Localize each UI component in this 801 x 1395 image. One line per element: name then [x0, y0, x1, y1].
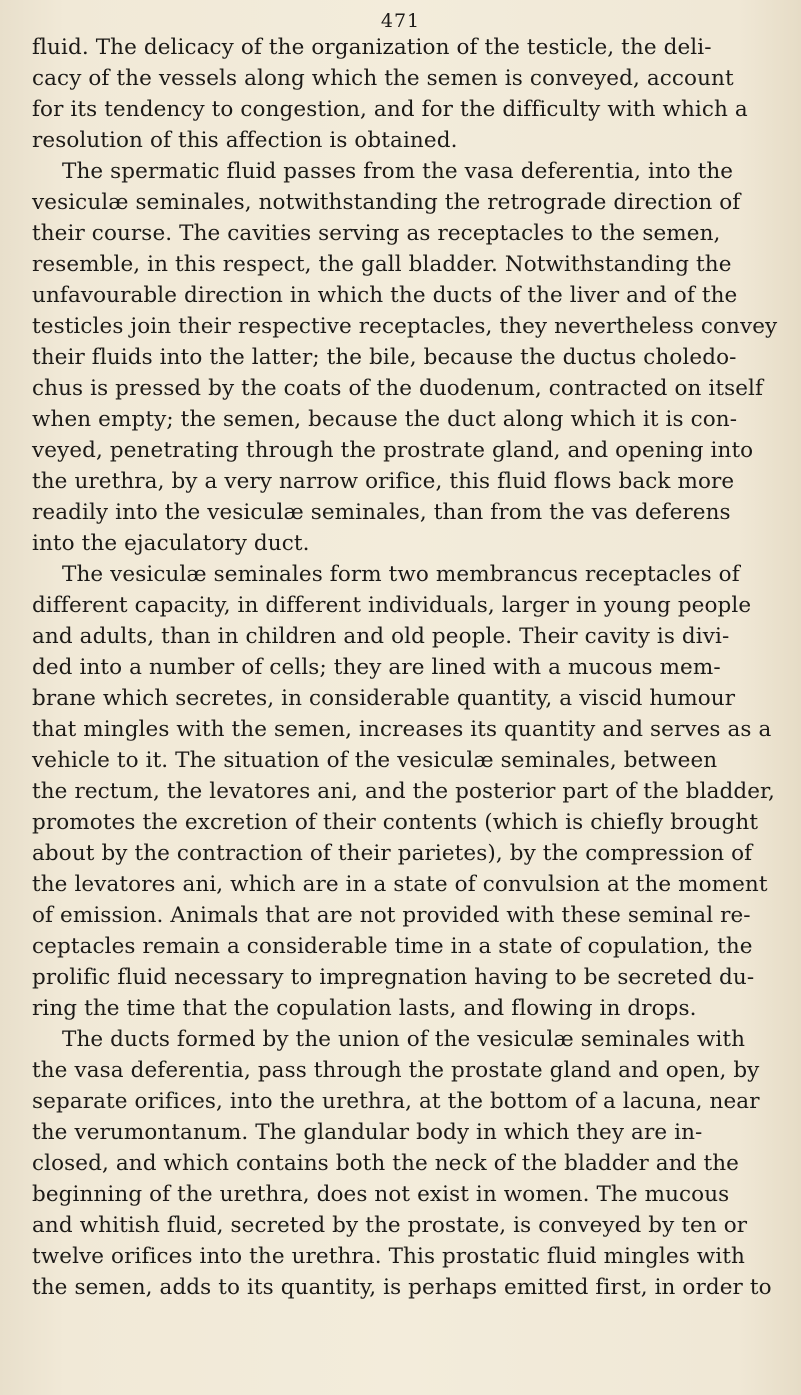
page-number: 471 [380, 10, 421, 32]
text-line: when empty; the semen, because the duct along which it is con- [32, 407, 738, 432]
text-line: The spermatic fluid passes from the vasa deferentia, into the [62, 159, 734, 184]
text-line: into the ejaculatory duct. [32, 531, 310, 556]
text-line: and whitish fluid, secreted by the prostate, is conveyed by ten or [32, 1213, 748, 1238]
text-line: of emission. Animals that are not provided with these seminal re- [32, 903, 751, 928]
text-line: vehicle to it. The situation of the vesiculæ seminales, between [32, 748, 718, 773]
text-line: ceptacles remain a considerable time in a state of copulation, the [32, 934, 753, 959]
text-line: readily into the vesiculæ seminales, than from the vas deferens [32, 500, 731, 525]
text-line: ded into a number of cells; they are lined with a mucous mem- [32, 655, 721, 680]
text-line: the urethra, by a very narrow orifice, this fluid flows back more [32, 469, 735, 494]
text-line: for its tendency to congestion, and for the difficulty with which a [32, 97, 748, 122]
text-line: twelve orifices into the urethra. This prostatic fluid mingles with [32, 1244, 745, 1269]
text-line: testicles join their respective receptacles, they nevertheless convey [32, 314, 778, 339]
text-line: brane which secretes, in considerable quantity, a viscid humour [32, 686, 736, 711]
text-line: that mingles with the semen, increases its quantity and serves as a [32, 717, 772, 742]
text-line: the vasa deferentia, pass through the prostate gland and open, by [32, 1058, 760, 1083]
text-line: ring the time that the copulation lasts, and flowing in drops. [32, 996, 697, 1021]
text-line: prolific fluid necessary to impregnation having to be secreted du- [32, 965, 755, 990]
text-line: resolution of this affection is obtained. [32, 128, 458, 153]
text-line: chus is pressed by the coats of the duodenum, contracted on itself [32, 376, 764, 401]
text-line: cacy of the vessels along which the semen is conveyed, account [32, 66, 734, 91]
text-line: different capacity, in different individuals, larger in young people [32, 593, 752, 618]
text-line: promotes the excretion of their contents (which is chiefly brought [32, 810, 759, 835]
text-line: resemble, in this respect, the gall bladder. Notwithstanding the [32, 252, 732, 277]
text-line: closed, and which contains both the neck of the bladder and the [32, 1151, 739, 1176]
text-line: fluid. The delicacy of the organization of the testicle, the deli- [32, 35, 712, 60]
text-line: separate orifices, into the urethra, at the bottom of a lacuna, near [32, 1089, 760, 1114]
text-line: veyed, penetrating through the prostrate gland, and opening into [32, 438, 754, 463]
text-line: the rectum, the levatores ani, and the posterior part of the bladder, [32, 779, 775, 804]
text-line: The ducts formed by the union of the vesiculæ seminales with [62, 1027, 746, 1052]
text-line: their course. The cavities serving as receptacles to the semen, [32, 221, 721, 246]
text-line: unfavourable direction in which the ducts of the liver and of the [32, 283, 738, 308]
text-line: the levatores ani, which are in a state of convulsion at the moment [32, 872, 768, 897]
text-line: and adults, than in children and old people. Their cavity is divi- [32, 624, 730, 649]
text-line: vesiculæ seminales, notwithstanding the retrograde direction of [32, 190, 741, 215]
text-line: the verumontanum. The glandular body in which they are in- [32, 1120, 703, 1145]
text-line: beginning of the urethra, does not exist in women. The mucous [32, 1182, 730, 1207]
text-line: their fluids into the latter; the bile, because the ductus choledo- [32, 345, 737, 370]
text-line: about by the contraction of their parietes), by the compression of [32, 841, 753, 866]
text-line: the semen, adds to its quantity, is perhaps emitted first, in order to [32, 1275, 772, 1300]
text-line: The vesiculæ seminales form two membrancus receptacles of [62, 562, 740, 587]
